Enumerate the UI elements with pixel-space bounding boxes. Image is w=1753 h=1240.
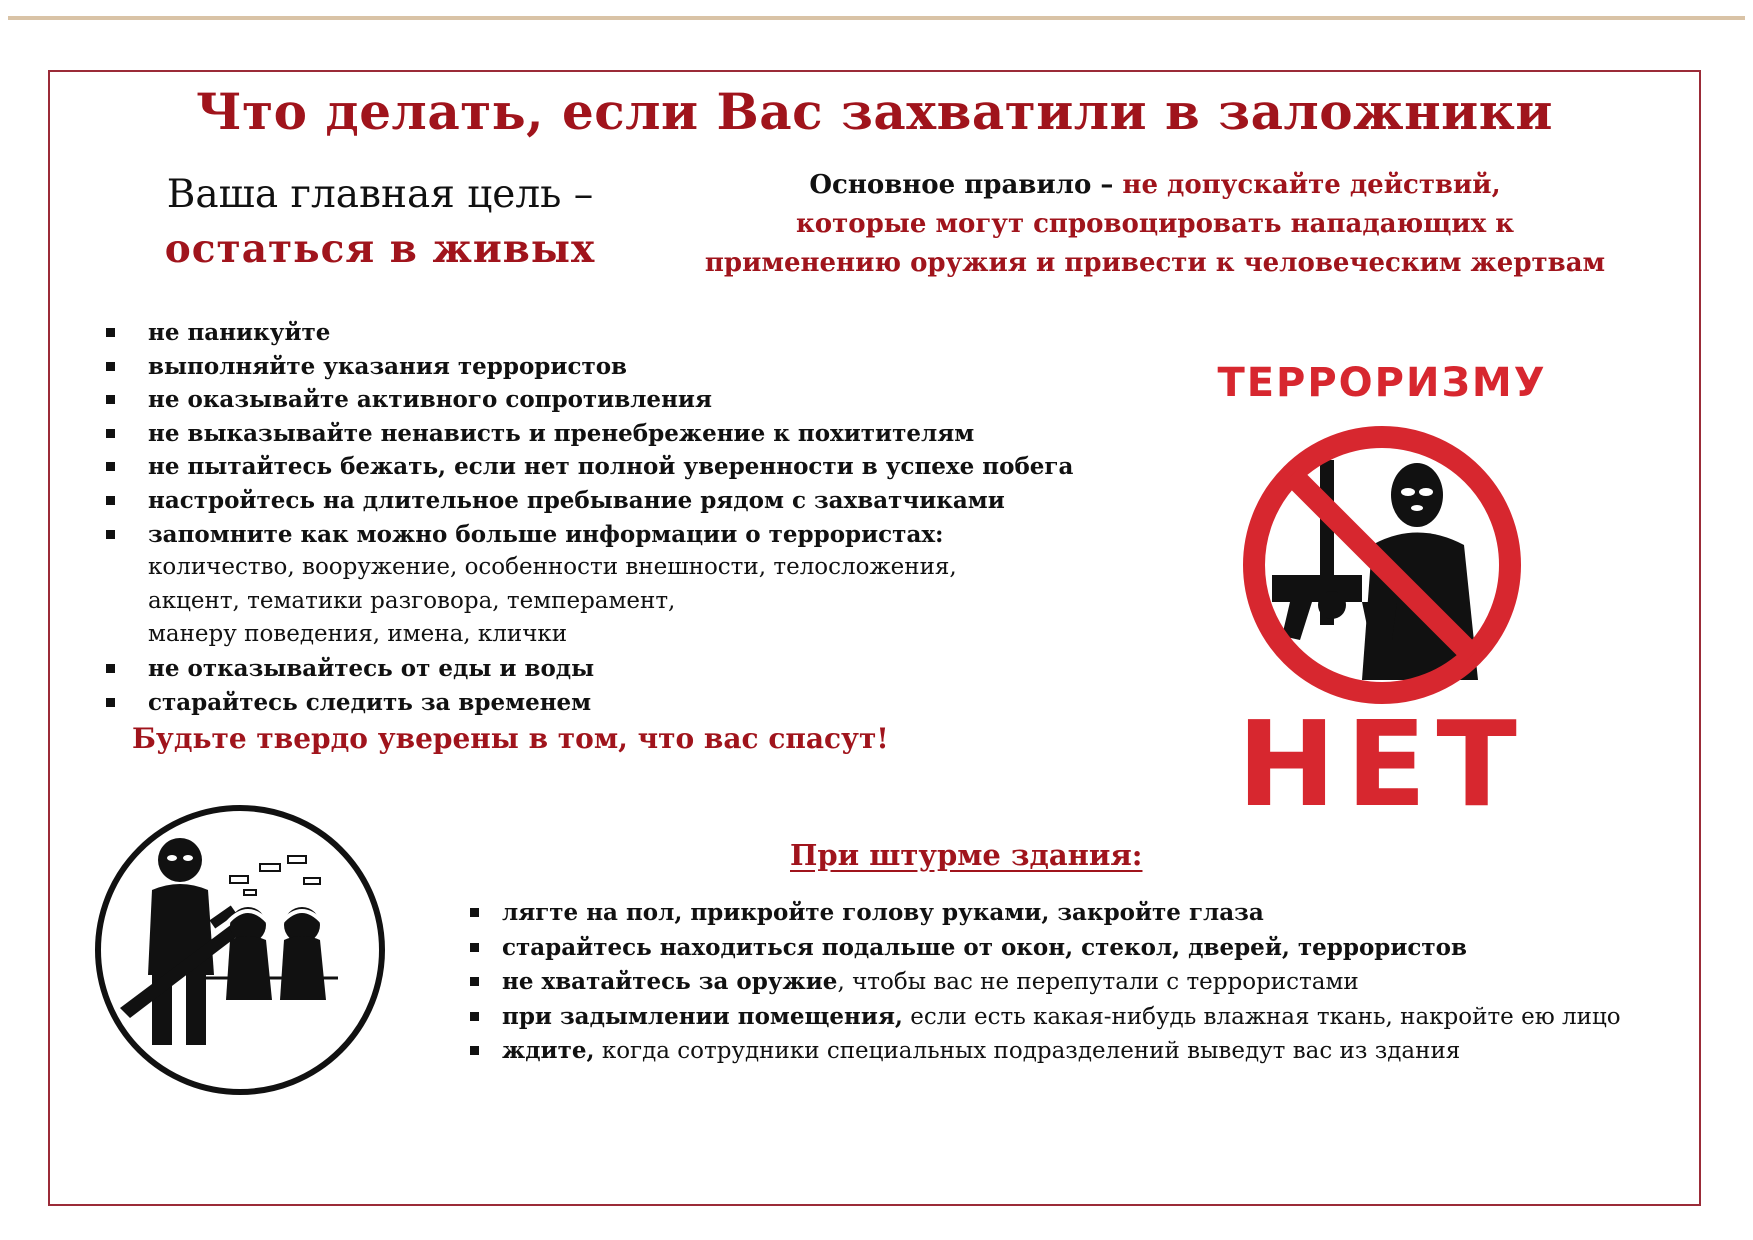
item-rest: когда сотрудники специальных подразделений выведут вас из здания xyxy=(594,1038,1461,1065)
tip-detail: количество, вооружение, особенности внешности, телосложения, xyxy=(148,554,957,581)
list-item xyxy=(468,965,1688,1000)
tip-detail: акцент, тематики разговора, темперамент, xyxy=(148,587,676,614)
list-item-text: запомните как можно больше информации о террористах: xyxy=(148,520,944,548)
item-bold: ждите, xyxy=(502,1037,595,1065)
item-bold: не хватайтесь за оружие xyxy=(502,968,838,996)
main-rule xyxy=(690,166,1620,283)
list-item: не пытайтесь бежать, если нет полной уверенности в успехе побега xyxy=(104,450,1124,484)
main-goal xyxy=(100,168,660,276)
list-item: не оказывайте активного сопротивления xyxy=(104,383,1124,417)
prohibition-sign xyxy=(1254,437,1510,693)
confidence-note: Будьте твердо уверены в том, что вас спасут! xyxy=(132,722,889,755)
item-bold: при задымлении помещения, xyxy=(502,1002,903,1030)
item-rest: , чтобы вас не перепутали с террористами xyxy=(837,969,1359,996)
assault-heading: При штурме здания: xyxy=(790,838,1143,872)
assault-tips-list xyxy=(468,896,1688,1069)
goal-line-2: остаться в живых xyxy=(164,226,596,272)
tip-detail: манеру поведения, имена, клички xyxy=(148,621,568,648)
list-item xyxy=(468,896,1688,931)
main-rule-line-1 xyxy=(690,166,1620,205)
list-item xyxy=(468,1034,1688,1069)
list-item: настройтесь на длительное пребывание рядом с захватчиками xyxy=(104,484,1124,518)
item-bold: старайтесь находиться подальше от окон, стекол, дверей, террористов xyxy=(502,933,1468,961)
list-item: старайтесь следить за временем xyxy=(104,686,1124,720)
hostage-tips-list xyxy=(104,316,1124,719)
logo-bottom-text: НЕТ xyxy=(1237,695,1527,820)
top-rule xyxy=(8,16,1745,20)
goal-line-1: Ваша главная цель – xyxy=(166,172,594,217)
item-bold: лягте на пол, прикройте голову руками, закройте глаза xyxy=(502,899,1264,926)
main-rule-text-1: не допускайте действий, xyxy=(1113,170,1501,200)
list-item: выполняйте указания террористов xyxy=(104,350,1124,384)
hostage-scene-icon xyxy=(90,800,390,1100)
item-rest: если есть какая-нибудь влажная ткань, накройте ею лицо xyxy=(902,1003,1621,1030)
main-rule-lead: Основное правило – xyxy=(809,170,1114,200)
no-terrorism-logo xyxy=(1212,340,1552,820)
list-item xyxy=(468,1000,1688,1035)
list-item: не паникуйте xyxy=(104,316,1124,350)
main-rule-line-3: применению оружия и привести к человеческим жертвам xyxy=(704,248,1606,278)
page-title: Что делать, если Вас захватили в заложники xyxy=(196,82,1553,141)
list-item: не выказывайте ненависть и пренебрежение к похитителям xyxy=(104,417,1124,451)
list-item-remember-info xyxy=(104,518,1124,652)
list-item xyxy=(468,931,1688,966)
logo-top-text: ТЕРРОРИЗМУ xyxy=(1217,360,1547,406)
main-rule-line-2: которые могут спровоцировать нападающих к xyxy=(796,209,1514,239)
list-item: не отказывайтесь от еды и воды xyxy=(104,652,1124,686)
